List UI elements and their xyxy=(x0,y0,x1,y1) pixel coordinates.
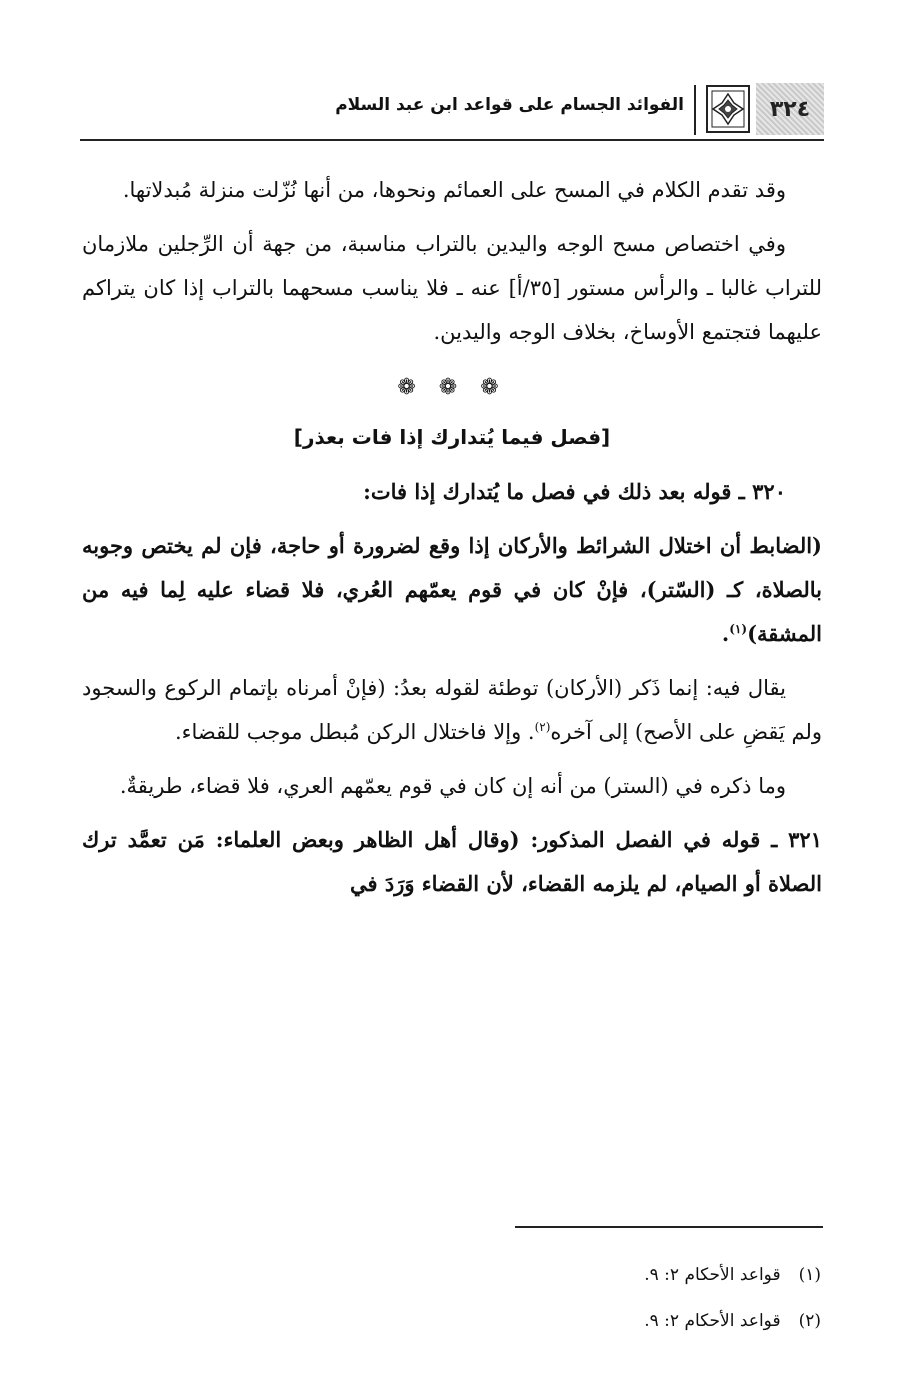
commentary: وما ذكره في (الستر) من أنه إن كان في قوم يعمّهم العري، فلا قضاء، طريقةٌ. xyxy=(119,774,786,798)
item-heading: ٣٢١ ـ قوله في الفصل المذكور: xyxy=(530,827,822,852)
footnote xyxy=(421,1252,821,1298)
running-title: الفوائد الجسام على قواعد ابن عبد السلام xyxy=(335,95,684,115)
footnote-rule xyxy=(515,1226,823,1228)
main-text xyxy=(82,168,822,916)
quoted-passage xyxy=(82,818,822,906)
page-number: ٣٢٤ xyxy=(756,83,824,135)
footnote xyxy=(421,1298,821,1344)
quote-text: (الضابط أن اختلال الشرائط والأركان إذا وقع لضرورة أو حاجة، فإن لم يختص وجوبه بالصلاة، كـ (السّتر)، فإنْ كان في قوم يعمّهم العُري، فلا قضاء عليه لِما فيه من المشقة) xyxy=(82,533,822,646)
footnote-number: (١) xyxy=(798,1265,821,1285)
ornament-icon xyxy=(706,85,750,133)
paragraph: وقد تقدم الكلام في المسح على العمائم ونحوها، من أنها نُزّلت منزلة مُبدلاتها. xyxy=(122,178,786,202)
header-divider xyxy=(694,85,696,135)
section-separator: ❁ ❁ ❁ xyxy=(397,375,507,400)
commentary xyxy=(82,666,822,754)
commentary-text: . وإلا فاختلال الركن مُبطل موجب للقضاء. xyxy=(174,720,535,744)
quote-end: . xyxy=(721,621,730,646)
paragraph: وفي اختصاص مسح الوجه واليدين بالتراب مناسبة، من جهة أن الرِّجلين ملازمان للتراب غالبا ـ والرأس مستور [٣٥/أ] عنه ـ فلا يناسب مسحهما بالتراب إذا كان يتراكم عليهما فتجتمع الأوساخ، بخلاف الوجه واليدين. xyxy=(82,232,822,344)
footnote-text: قواعد الأحكام ٢: ٩. xyxy=(644,1265,781,1285)
quoted-passage xyxy=(82,524,822,656)
footnote-ref: (٢) xyxy=(534,720,551,734)
quote-text: (وقال أهل الظاهر وبعض العلماء: مَن تعمَّد ترك الصلاة أو الصيام، لم يلزمه القضاء، لأن القضاء وَرَدَ في xyxy=(82,827,822,896)
section-heading: [فصل فيما يُتدارك إذا فات بعذر] xyxy=(293,425,611,449)
footnote-number: (٢) xyxy=(798,1311,821,1331)
commentary-text: يقال فيه: إنما ذَكر (الأركان) توطئة لقوله بعدُ: (فإنْ أمرناه بإتمام الركوع والسجود ولم يَقضِ على الأصح) إلى آخره xyxy=(82,676,822,744)
footnote-ref: (١) xyxy=(729,622,748,636)
header-rule xyxy=(80,139,824,141)
item-heading: ٣٢٠ ـ قوله بعد ذلك في فصل ما يُتدارك إذا فات: xyxy=(363,479,786,504)
footnote-text: قواعد الأحكام ٢: ٩. xyxy=(644,1311,781,1331)
footnotes xyxy=(421,1252,821,1344)
page-header xyxy=(80,83,824,141)
